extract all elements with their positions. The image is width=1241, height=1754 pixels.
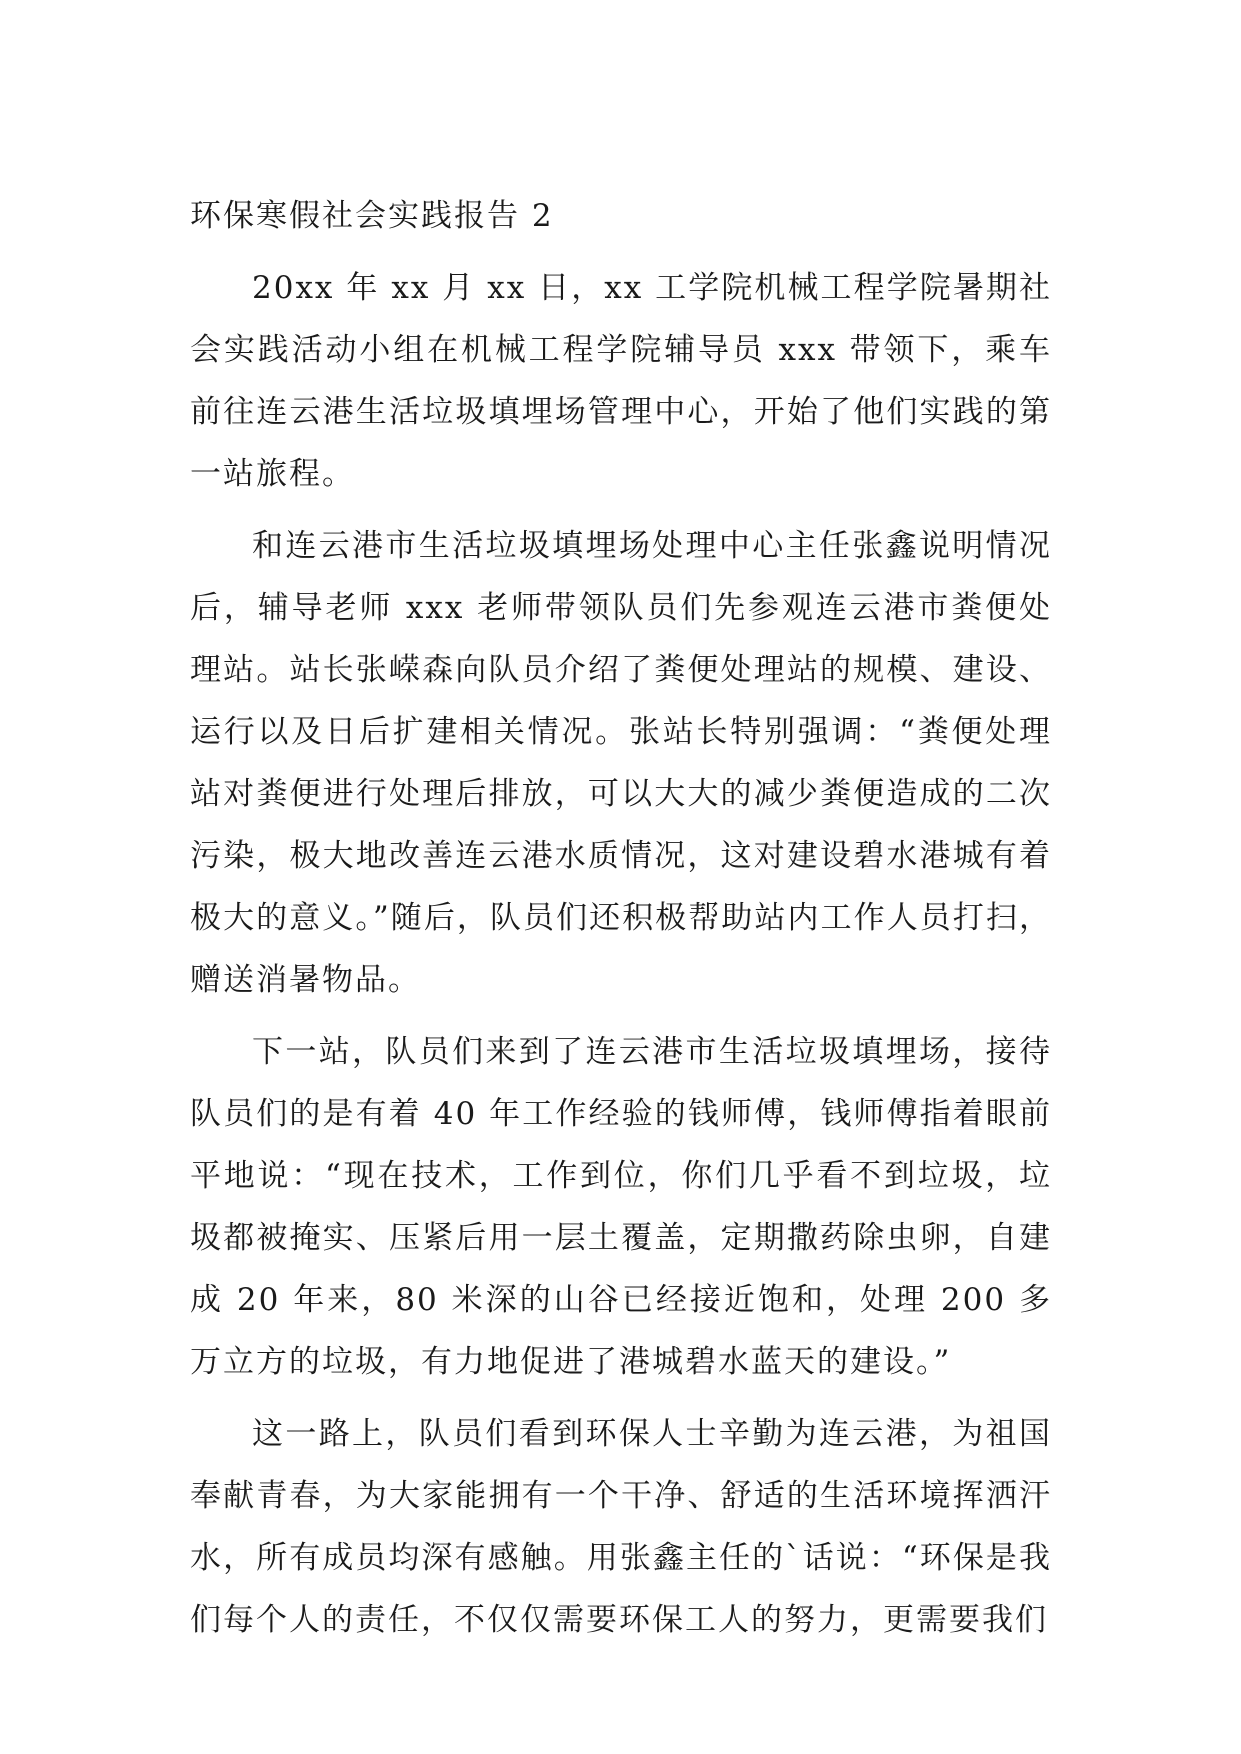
paragraph-3: 下一站，队员们来到了连云港市生活垃圾填埋场，接待队员们的是有着 40 年工作经验的钱师傅，钱师傅指着眼前平地说：“现在技术，工作到位，你们几乎看不到垃圾，垃圾都被掩实、压紧后用一层土覆盖，定期撒药除虫卵，自建成 20 年来，80 米深的山谷已经接近饱和，处理 200 多万立方的垃圾，有力地促进了港城碧水蓝天的建设。” xyxy=(190,1034,1052,1380)
paragraph-2: 和连云港市生活垃圾填埋场处理中心主任张鑫说明情况后，辅导老师 xxx 老师带领队员们先参观连云港市粪便处理站。站长张嵘森向队员介绍了粪便处理站的规模、建设、运行以及日后扩建相关情况。张站长特别强调：“粪便处理站对粪便进行处理后排放，可以大大的减少粪便造成的二次污染，极大地改善连云港水质情况，这对建设碧水港城有着极大的意义。”随后，队员们还积极帮助站内工作人员打扫，赠送消暑物品。 xyxy=(190,528,1052,998)
document-title: 环保寒假社会实践报告 2 xyxy=(190,198,554,234)
paragraph-1: 20xx 年 xx 月 xx 日，xx 工学院机械工程学院暑期社会实践活动小组在机械工程学院辅导员 xxx 带领下，乘车前往连云港生活垃圾填埋场管理中心，开始了他们实践的第一站旅程。 xyxy=(190,270,1052,492)
document-body xyxy=(190,185,1052,1661)
paragraph-4: 这一路上，队员们看到环保人士辛勤为连云港，为祖国奉献青春，为大家能拥有一个干净、舒适的生活环境挥洒汗水，所有成员均深有感触。用张鑫主任的`话说：“环保是我们每个人的责任，不仅仅需要环保工人的努力，更需要我们 xyxy=(190,1416,1052,1638)
